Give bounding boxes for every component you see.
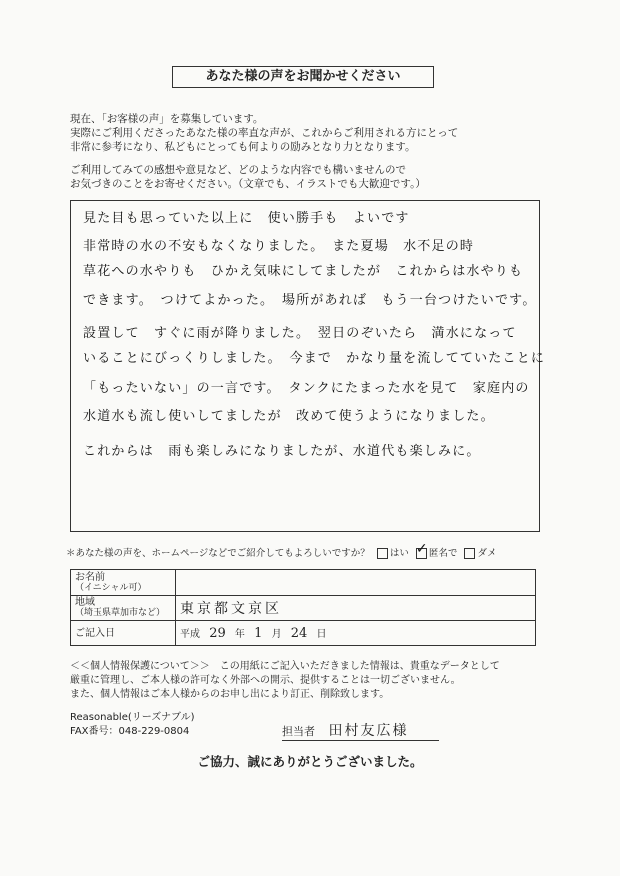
handwritten-comment-line: 設置して すぐに雨が降りました。 翌日のぞいたら 満水になって: [83, 326, 517, 341]
handwritten-comment-line: 見た目も思っていた以上に 使い勝手も よいです: [83, 211, 410, 226]
no-label: ダメ: [477, 548, 497, 559]
intro-line: お気づきのことをお寄せください。（文章でも、イラストでも大歓迎です。）: [70, 178, 426, 190]
name-field[interactable]: [176, 570, 536, 596]
form-title: あなた様の声をお聞かせください: [172, 66, 434, 88]
region-label: 地域: [75, 597, 95, 608]
intro-request-text: [70, 163, 590, 191]
intro-line: 現在、「お客様の声」を募集しています。: [70, 113, 264, 125]
intro-line: 非常に参考になり、私どもにとっても何よりの励みとなり力となります。: [70, 141, 416, 153]
privacy-notice: [70, 660, 590, 702]
privacy-line: また、個人情報はご本人様からのお申し出により訂正、削除致します。: [70, 689, 390, 700]
region-value: 東京都文京区: [180, 601, 282, 617]
date-field[interactable]: [176, 621, 536, 646]
month-value: 1: [254, 626, 263, 641]
staff-name: 田村友広様: [328, 723, 409, 739]
region-field[interactable]: [176, 596, 536, 621]
month-unit: 月: [271, 629, 282, 640]
customer-info-table: [70, 569, 536, 646]
thanks-message: ご協力、誠にありがとうございました。: [197, 754, 423, 769]
handwritten-comment-line: いることにびっくりしました。 今まで かなり量を流してていたことに: [83, 351, 546, 366]
company-name: Reasonable(リーズナブル): [70, 712, 195, 723]
privacy-line: ＜＜個人情報保護について＞＞ この用紙にご記入いただきました情報は、貴重なデータとして: [70, 661, 500, 672]
day-value: 24: [290, 626, 308, 641]
era-label: 平成: [180, 629, 200, 640]
date-label-cell: [71, 621, 176, 646]
anonymous-label: 匿名で: [428, 548, 458, 559]
intro-text: [70, 112, 590, 154]
handwritten-comment-line: 非常時の水の不安もなくなりました。 また夏場 水不足の時: [83, 239, 475, 254]
name-label: お名前: [75, 571, 105, 583]
yes-label: はい: [389, 548, 409, 559]
staff-in-charge: [282, 720, 439, 741]
staff-label: 担当者: [282, 725, 315, 738]
yes-checkbox[interactable]: [377, 548, 388, 559]
day-unit: 日: [316, 629, 327, 640]
name-label-cell: [71, 570, 176, 596]
year-value: 29: [209, 626, 226, 641]
company-info: [70, 711, 195, 739]
privacy-line: 厳重に管理し、ご本人様の許可なく外部への開示、提供することは一切ございません。: [70, 675, 461, 686]
region-label-cell: [71, 596, 176, 621]
year-unit: 年: [234, 629, 245, 640]
handwritten-comment-line: 水道水も流し使いしてましたが 改めて使うようになりました。: [83, 409, 495, 424]
name-sublabel: （イニシャル可）: [75, 582, 147, 593]
handwritten-comment-line: 「もったいない」の一言です。 タンクにたまった水を見て 家庭内の: [83, 381, 530, 396]
date-label: ご記入日: [75, 627, 115, 639]
handwritten-comment-line: これからは 雨も楽しみになりましたが、水道代も楽しみに。: [83, 444, 481, 459]
intro-line: ご利用してみての感想や意見など、どのような内容でも構いませんので: [70, 164, 406, 176]
permission-question: ＊あなた様の声を、ホームページなどでご紹介してもよろしいですか？: [66, 548, 370, 559]
no-checkbox[interactable]: [464, 548, 475, 559]
handwritten-comment-line: できます。 つけてよかった。 場所があれば もう一台つけたいです。: [83, 293, 537, 308]
intro-line: 実際にご利用くださったあなた様の率直な声が、これからご利用される方にとって: [70, 127, 459, 139]
handwritten-comment-line: 草花への水やりも ひかえ気味にしてましたが これからは水やりも: [83, 264, 524, 279]
company-fax: FAX番号：048-229-0804: [70, 726, 190, 737]
comment-box: [70, 200, 546, 532]
region-sublabel: （埼玉県草加市など）: [75, 608, 166, 618]
anonymous-checkbox[interactable]: [416, 548, 427, 559]
publish-permission: [66, 545, 496, 559]
